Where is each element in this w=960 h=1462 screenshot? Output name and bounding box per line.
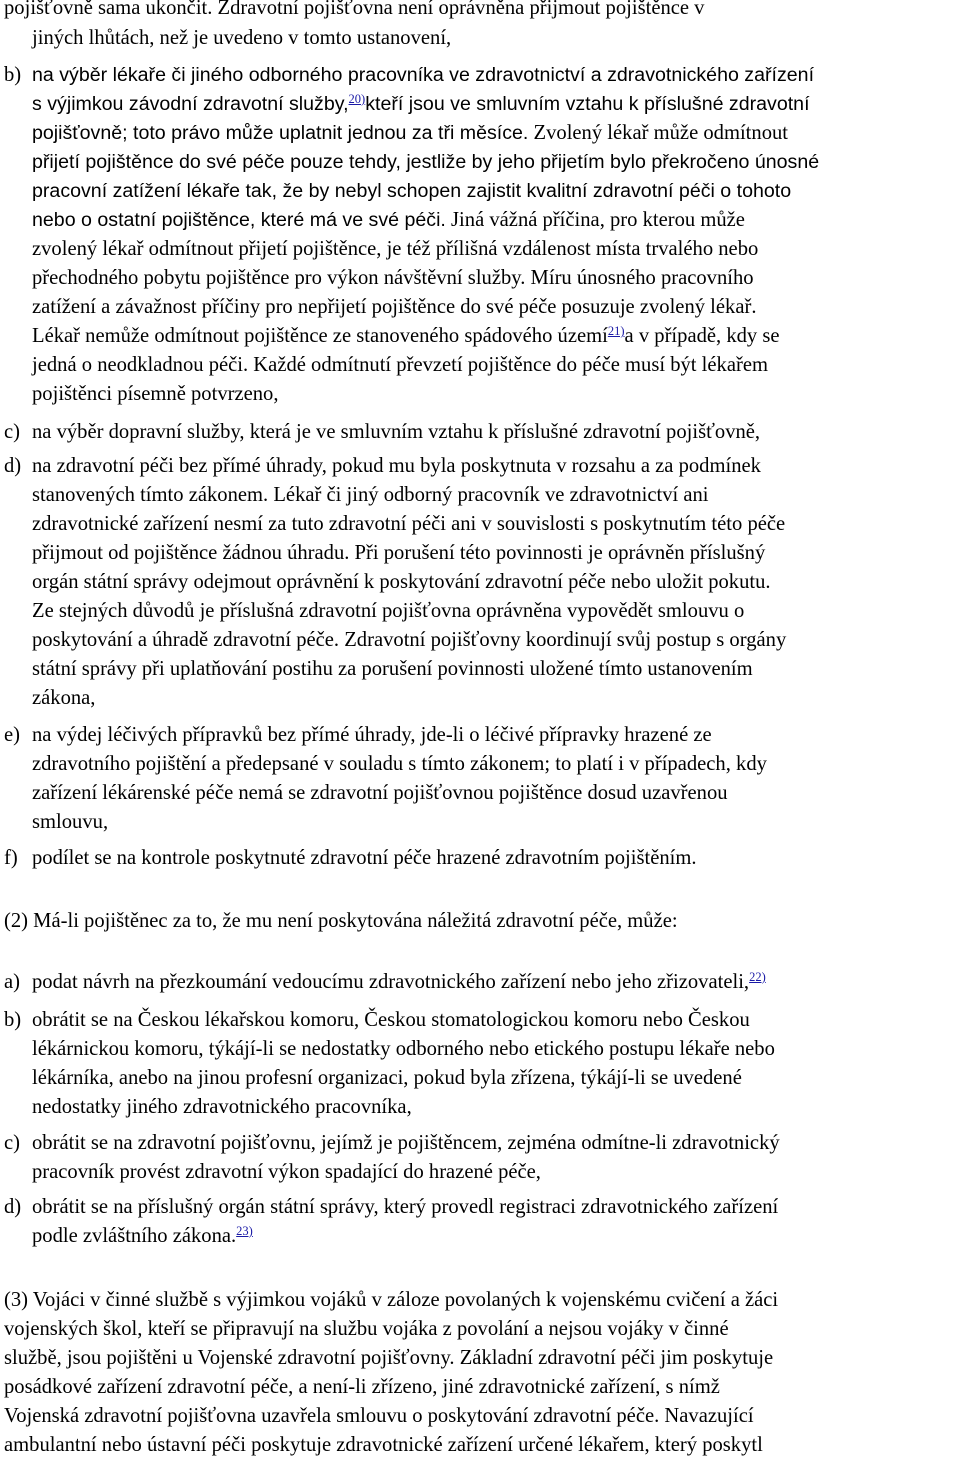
text-line: pojištěnci písemně potvrzeno, xyxy=(32,383,279,405)
text-line: ambulantní nebo ústavní péči poskytuje zdravotnické zařízení určené lékařem, který poskytl xyxy=(4,1434,763,1456)
text-line: lékárníka, anebo na jinou profesní organizaci, pokud byla zřízena, týkájí-li se uvedené xyxy=(32,1067,742,1089)
list-label: e) xyxy=(4,724,20,746)
paragraph-2-heading: (2) Má-li pojištěnec za to, že mu není poskytována náležitá zdravotní péče, může: xyxy=(4,910,678,932)
text-line: pracovní zatížení lékaře tak, že by nebyl schopen zajistit kvalitní zdravotní péči o tohoto xyxy=(32,180,792,202)
text-line: nedostatky jiného zdravotnického pracovníka, xyxy=(32,1096,412,1118)
text-line: Ze stejných důvodů je příslušná zdravotní pojišťovna oprávněna vypovědět smlouvu o xyxy=(32,600,745,622)
text-line: zatížení a závažnost příčiny pro nepřijetí pojištěnce do své péče posuzuje zvolený lékař. xyxy=(32,296,757,318)
text-line: přijetí pojištěnce do své péče pouze tehdy, jestliže by jeho přijetím bylo překročeno únosné xyxy=(32,151,820,173)
list-label: f) xyxy=(4,847,18,869)
text-line: zdravotnické zařízení nesmí za tuto zdravotní péči ani v souvislosti s poskytnutím této péče xyxy=(32,513,786,535)
footnote-link-23[interactable]: 23) xyxy=(236,1224,253,1238)
text-line: orgán státní správy odejmout oprávnění k poskytování zdravotní péče nebo uložit pokutu. xyxy=(32,571,771,593)
text-line: poskytování a úhradě zdravotní péče. Zdravotní pojišťovny koordinují svůj postup s orgány xyxy=(32,629,787,651)
list-label: d) xyxy=(4,1196,22,1218)
text-line: podle zvláštního zákona.$^{23)}$ xyxy=(32,1224,253,1247)
text-line: vojenských škol, kteří se připravují na službu vojáka z povolání a nejsou vojáky v činné xyxy=(4,1318,729,1340)
text-line: nebo o ostatní pojištěnce, které má ve své péči. Jiná vážná příčina, pro kterou může xyxy=(32,209,745,231)
list-item-b: b) na výběr lékaře či jiného odborného pracovníka ve zdravotnictví a zdravotnického zařízení xyxy=(4,61,814,90)
list-label: d) xyxy=(4,455,22,477)
text-line: zařízení lékárenské péče nemá se zdravotní pojišťovnou pojištěnce dosud uzavřenou xyxy=(32,782,728,804)
text-line: pojišťovně; toto právo může uplatnit jednou za tři měsíce. Zvolený lékař může odmítnout xyxy=(32,122,789,144)
text-line: státní správy při uplatňování postihu za porušení povinnosti uložené tímto ustanovením xyxy=(32,658,753,680)
p2-list-item-d: d) obrátit se na příslušný orgán státní správy, který provedl registraci zdravotnického zařízení xyxy=(4,1193,778,1222)
p2-list-item-b: b) obrátit se na Českou lékařskou komoru, Českou stomatologickou komoru nebo Českou xyxy=(4,1006,750,1035)
text-line: zvolený lékař odmítnout přijetí pojištěnce, je též přílišná vzdálenost místa trvalého nebo xyxy=(32,238,759,260)
text-line: Lékař nemůže odmítnout pojištěnce ze stanoveného spádového území$^{21)}$a v případě, kdy se xyxy=(32,324,780,347)
text-line: pracovník provést zdravotní výkon spadající do hrazené péče, xyxy=(32,1161,541,1183)
list-label: b) xyxy=(4,1009,22,1031)
text-line: zákona, xyxy=(32,687,96,709)
paragraph-3: (3) Vojáci v činné službě s výjimkou vojáků v záloze povolaných k vojenskému cvičení a žáci xyxy=(4,1289,779,1311)
text-line: stanovených tímto zákonem. Lékař či jiný odborný pracovník ve zdravotnictví ani xyxy=(32,484,709,506)
list-item-f: f) podílet se na kontrole poskytnuté zdravotní péče hrazené zdravotním pojištěním. xyxy=(4,844,697,873)
text-line: přijmout od pojištěnce žádnou úhradu. Při porušení této povinnosti je oprávněn příslušný xyxy=(32,542,766,564)
text-line: posádkové zařízení zdravotní péče, a není-li zřízeno, jiné zdravotnické zařízení, s nímž xyxy=(4,1376,720,1398)
text-line: s výjimkou závodní zdravotní služby,$^{20)}$kteří jsou ve smluvním vztahu k příslušné zdravotní xyxy=(32,92,810,115)
text-line: přechodného pobytu pojištěnce pro výkon návštěvní služby. Míru únosného pracovního xyxy=(32,267,754,289)
list-item-d: d) na zdravotní péči bez přímé úhrady, pokud mu byla poskytnuta v rozsahu a za podmínek xyxy=(4,452,761,481)
text-line: službě, jsou pojištěni u Vojenské zdravotní pojišťovny. Základní zdravotní péči jim poskytuje xyxy=(4,1347,774,1369)
footnote-link-22[interactable]: 22) xyxy=(749,970,766,984)
text-line: jiných lhůtách, než je uvedeno v tomto ustanovení, xyxy=(32,27,452,49)
text-line: zdravotního pojištění a předepsané v souladu s tímto zákonem; to platí i v případech, kdy xyxy=(32,753,767,775)
list-label: b) xyxy=(4,64,22,86)
footnote-link-20[interactable]: 20) xyxy=(348,92,366,106)
list-label: a) xyxy=(4,971,20,993)
footnote-link-21[interactable]: 21) xyxy=(607,324,625,338)
p2-list-item-c: c) obrátit se na zdravotní pojišťovnu, jejímž je pojištěncem, zejména odmítne-li zdravotnický xyxy=(4,1129,780,1158)
text-line: jedná o neodkladnou péči. Každé odmítnutí převzetí pojištěnce do péče musí být lékařem xyxy=(32,354,768,376)
list-item-c: c) na výběr dopravní služby, která je ve smluvním vztahu k příslušné zdravotní pojišťovně, xyxy=(4,418,760,447)
text-line: pojišťovně sama ukončit. Zdravotní pojišťovna není oprávněna přijmout pojištěnce v xyxy=(4,0,705,19)
text-line: lékárnickou komoru, týkájí-li se nedostatky odborného nebo etického postupu lékaře nebo xyxy=(32,1038,775,1060)
text-line: Vojenská zdravotní pojišťovna uzavřela smlouvu o poskytování zdravotní péče. Navazující xyxy=(4,1405,754,1427)
p2-list-item-a: a) podat návrh na přezkoumání vedoucímu zdravotnického zařízení nebo jeho zřizovateli,$^{22)}$ xyxy=(4,968,766,997)
list-item-e: e) na výdej léčivých přípravků bez přímé úhrady, jde-li o léčivé přípravky hrazené ze xyxy=(4,721,712,750)
list-label: c) xyxy=(4,421,20,443)
list-label: c) xyxy=(4,1132,20,1154)
text-line: smlouvu, xyxy=(32,811,109,833)
